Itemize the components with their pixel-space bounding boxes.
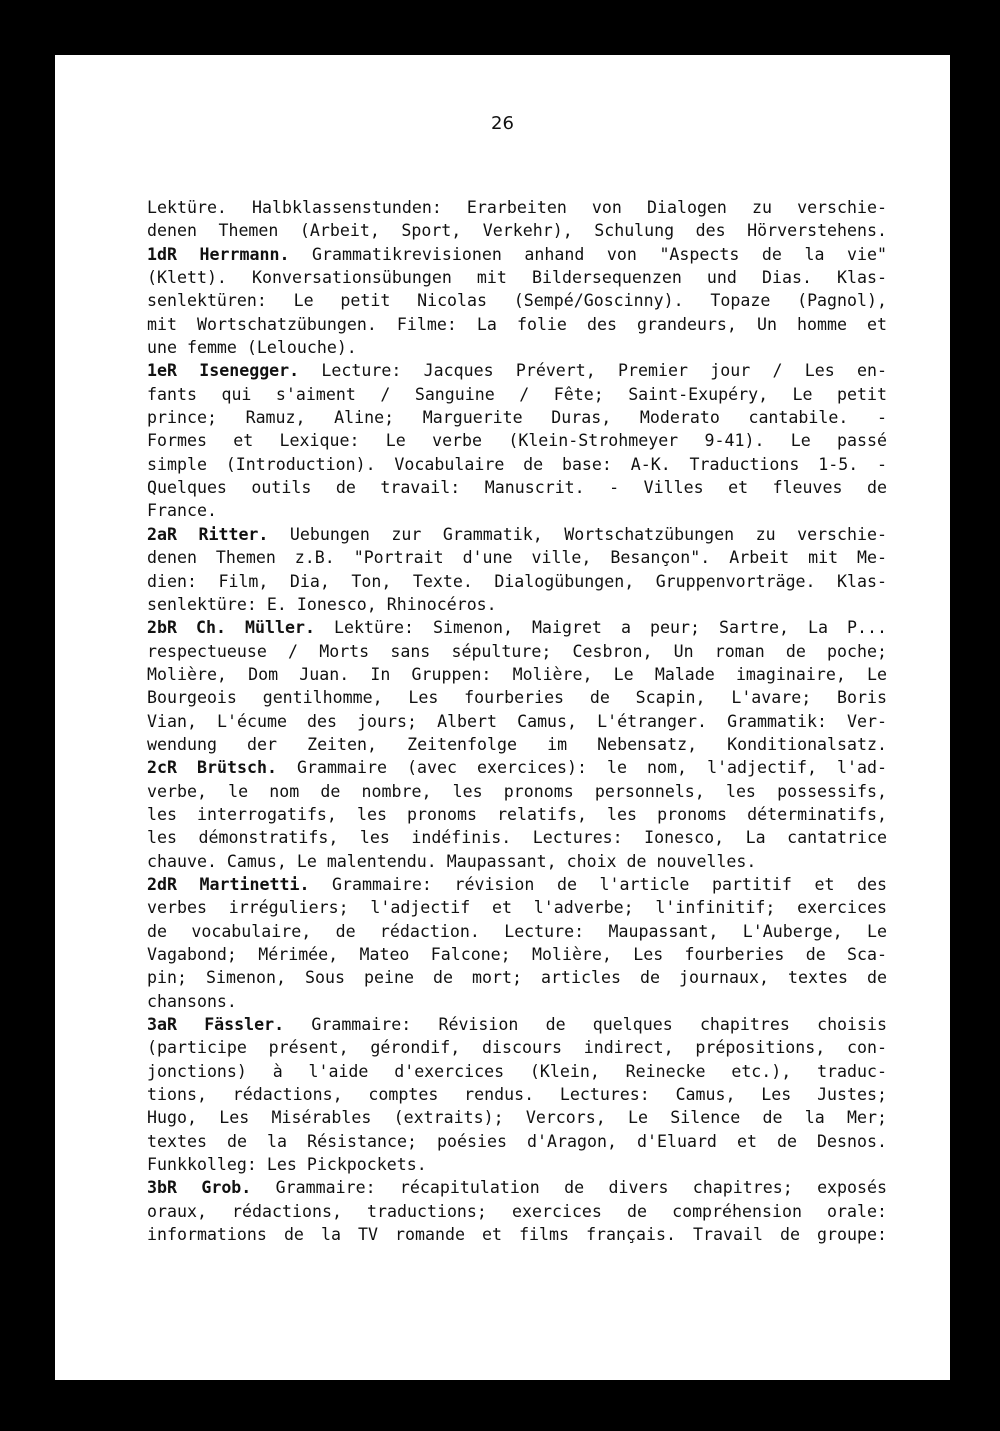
text-line — [147, 1036, 887, 1059]
text-line — [147, 990, 887, 1013]
class-teacher-heading: 1dR Herrmann. — [147, 244, 290, 264]
text-line — [147, 1013, 887, 1036]
line-text: de vocabulaire, de rédaction. Lecture: Maupassant, L'Auberge, Le — [147, 921, 887, 941]
text-line — [147, 289, 887, 312]
text-line — [147, 920, 887, 943]
line-text: tions, rédactions, comptes rendus. Lectures: Camus, Les Justes; — [147, 1085, 887, 1105]
class-teacher-heading: 2dR Martinetti. — [147, 874, 310, 894]
line-text: chansons. — [147, 991, 237, 1011]
line-text: fants qui s'aiment / Sanguine / Fête; Saint-Exupéry, Le petit — [147, 384, 887, 404]
text-line — [147, 663, 887, 686]
class-teacher-heading: 2cR Brütsch. — [147, 758, 277, 778]
line-text: informations de la TV romande et films français. Travail de groupe: — [147, 1225, 887, 1245]
text-line — [147, 219, 887, 242]
text-line — [147, 499, 887, 522]
line-text: jonctions) à l'aide d'exercices (Klein, Reinecke etc.), traduc- — [147, 1061, 887, 1081]
line-text: Grammatikrevisionen anhand von "Aspects de la vie" — [289, 244, 887, 264]
text-line — [147, 196, 887, 219]
line-text: (participe présent, gérondif, discours indirect, prépositions, con- — [147, 1038, 887, 1058]
line-text: Quelques outils de travail: Manuscrit. - Villes et fleuves de — [147, 478, 887, 498]
line-text: Lektüre. Halbklassenstunden: Erarbeiten von Dialogen zu verschie- — [147, 198, 887, 217]
text-line — [147, 896, 887, 919]
text-line — [147, 803, 887, 826]
line-text: Vian, L'écume des jours; Albert Camus, L'étranger. Grammatik: Ver- — [147, 711, 887, 731]
text-line — [147, 1223, 887, 1246]
text-line — [147, 429, 887, 452]
line-text: Lecture: Jacques Prévert, Premier jour / Les en- — [299, 361, 887, 381]
text-line — [147, 406, 887, 429]
line-text: Grammaire: révision de l'article partitif et des — [309, 874, 887, 894]
text-line — [147, 686, 887, 709]
text-line — [147, 336, 887, 359]
line-text: Hugo, Les Misérables (extraits); Vercors, Le Silence de la Mer; — [147, 1108, 887, 1128]
line-text: France. — [147, 501, 217, 521]
text-line — [147, 359, 887, 382]
line-text: denen Themen z.B. "Portrait d'une ville, Besançon". Arbeit mit Me- — [147, 548, 887, 568]
text-line — [147, 710, 887, 733]
text-line — [147, 383, 887, 406]
class-teacher-heading: 3bR Grob. — [147, 1178, 252, 1198]
text-line — [147, 640, 887, 663]
line-text: Molière, Dom Juan. In Gruppen: Molière, Le Malade imaginaire, Le — [147, 664, 887, 684]
text-line — [147, 243, 887, 266]
line-text: senlektüren: Le petit Nicolas (Sempé/Goscinny). Topaze (Pagnol), — [147, 291, 887, 311]
text-line — [147, 1060, 887, 1083]
text-line — [147, 1153, 887, 1176]
text-line — [147, 966, 887, 989]
body-text — [147, 196, 887, 1246]
text-line — [147, 523, 887, 546]
text-line — [147, 780, 887, 803]
line-text: Vagabond; Mérimée, Mateo Falcone; Molière, Les fourberies de Sca- — [147, 945, 887, 964]
line-text: dien: Film, Dia, Ton, Texte. Dialogübungen, Gruppenvorträge. Klas- — [147, 571, 887, 591]
text-line — [147, 733, 887, 756]
line-text: chauve. Camus, Le malentendu. Maupassant, choix de nouvelles. — [147, 851, 757, 871]
document-page — [55, 55, 950, 1380]
text-line — [147, 616, 887, 639]
line-text: prince; Ramuz, Aline; Marguerite Duras, Moderato cantabile. - — [147, 408, 887, 428]
line-text: Grammaire: Révision de quelques chapitres choisis — [284, 1015, 888, 1035]
line-text: denen Themen (Arbeit, Sport, Verkehr), Schulung des Hörverstehens. — [147, 221, 887, 241]
text-line — [147, 873, 887, 896]
text-line — [147, 453, 887, 476]
line-text: les interrogatifs, les pronoms relatifs, les pronoms déterminatifs, — [147, 804, 887, 824]
class-teacher-heading: 2aR Ritter. — [147, 524, 269, 544]
line-text: verbe, le nom de nombre, les pronoms personnels, les possessifs, — [147, 781, 887, 801]
text-line — [147, 943, 887, 966]
line-text: une femme (Lelouche). — [147, 338, 357, 358]
line-text: wendung der Zeiten, Zeitenfolge im Nebensatz, Konditionalsatz. — [147, 734, 887, 754]
line-text: les démonstratifs, les indéfinis. Lectures: Ionesco, La cantatrice — [147, 828, 887, 848]
text-line — [147, 850, 887, 873]
text-line — [147, 593, 887, 616]
line-text: Formes et Lexique: Le verbe (Klein-Strohmeyer 9-41). Le passé — [147, 431, 887, 451]
text-line — [147, 313, 887, 336]
class-teacher-heading: 3aR Fässler. — [147, 1015, 285, 1035]
line-text: Grammaire (avec exercices): le nom, l'adjectif, l'ad- — [276, 758, 887, 778]
text-line — [147, 266, 887, 289]
text-line — [147, 1130, 887, 1153]
line-text: respectueuse / Morts sans sépulture; Cesbron, Un roman de poche; — [147, 641, 887, 661]
text-line — [147, 1106, 887, 1129]
line-text: senlektüre: E. Ionesco, Rhinocéros. — [147, 594, 497, 614]
text-line — [147, 546, 887, 569]
class-teacher-heading: 2bR Ch. Müller. — [147, 618, 315, 638]
text-line — [147, 1200, 887, 1223]
page-number: 26 — [491, 113, 514, 134]
line-text: Funkkolleg: Les Pickpockets. — [147, 1155, 427, 1175]
line-text: Grammaire: récapitulation de divers chapitres; exposés — [251, 1178, 887, 1198]
text-line — [147, 826, 887, 849]
line-text: pin; Simenon, Sous peine de mort; articles de journaux, textes de — [147, 968, 887, 988]
text-line — [147, 1083, 887, 1106]
line-text: verbes irréguliers; l'adjectif et l'adverbe; l'infinitif; exercices — [147, 898, 887, 918]
line-text: oraux, rédactions, traductions; exercices de compréhension orale: — [147, 1201, 887, 1221]
text-line — [147, 756, 887, 779]
class-teacher-heading: 1eR Isenegger. — [147, 361, 300, 381]
text-line — [147, 1176, 887, 1199]
line-text: (Klett). Konversationsübungen mit Bildersequenzen und Dias. Klas- — [147, 268, 887, 288]
line-text: mit Wortschatzübungen. Filme: La folie des grandeurs, Un homme et — [147, 314, 887, 334]
line-text: simple (Introduction). Vocabulaire de base: A-K. Traductions 1-5. - — [147, 454, 887, 474]
line-text: Bourgeois gentilhomme, Les fourberies de Scapin, L'avare; Boris — [147, 688, 887, 708]
line-text: Uebungen zur Grammatik, Wortschatzübungen zu verschie- — [268, 524, 887, 544]
text-line — [147, 476, 887, 499]
text-line — [147, 570, 887, 593]
line-text: textes de la Résistance; poésies d'Aragon, d'Eluard et de Desnos. — [147, 1131, 887, 1151]
line-text: Lektüre: Simenon, Maigret a peur; Sartre, La P... — [314, 618, 887, 638]
